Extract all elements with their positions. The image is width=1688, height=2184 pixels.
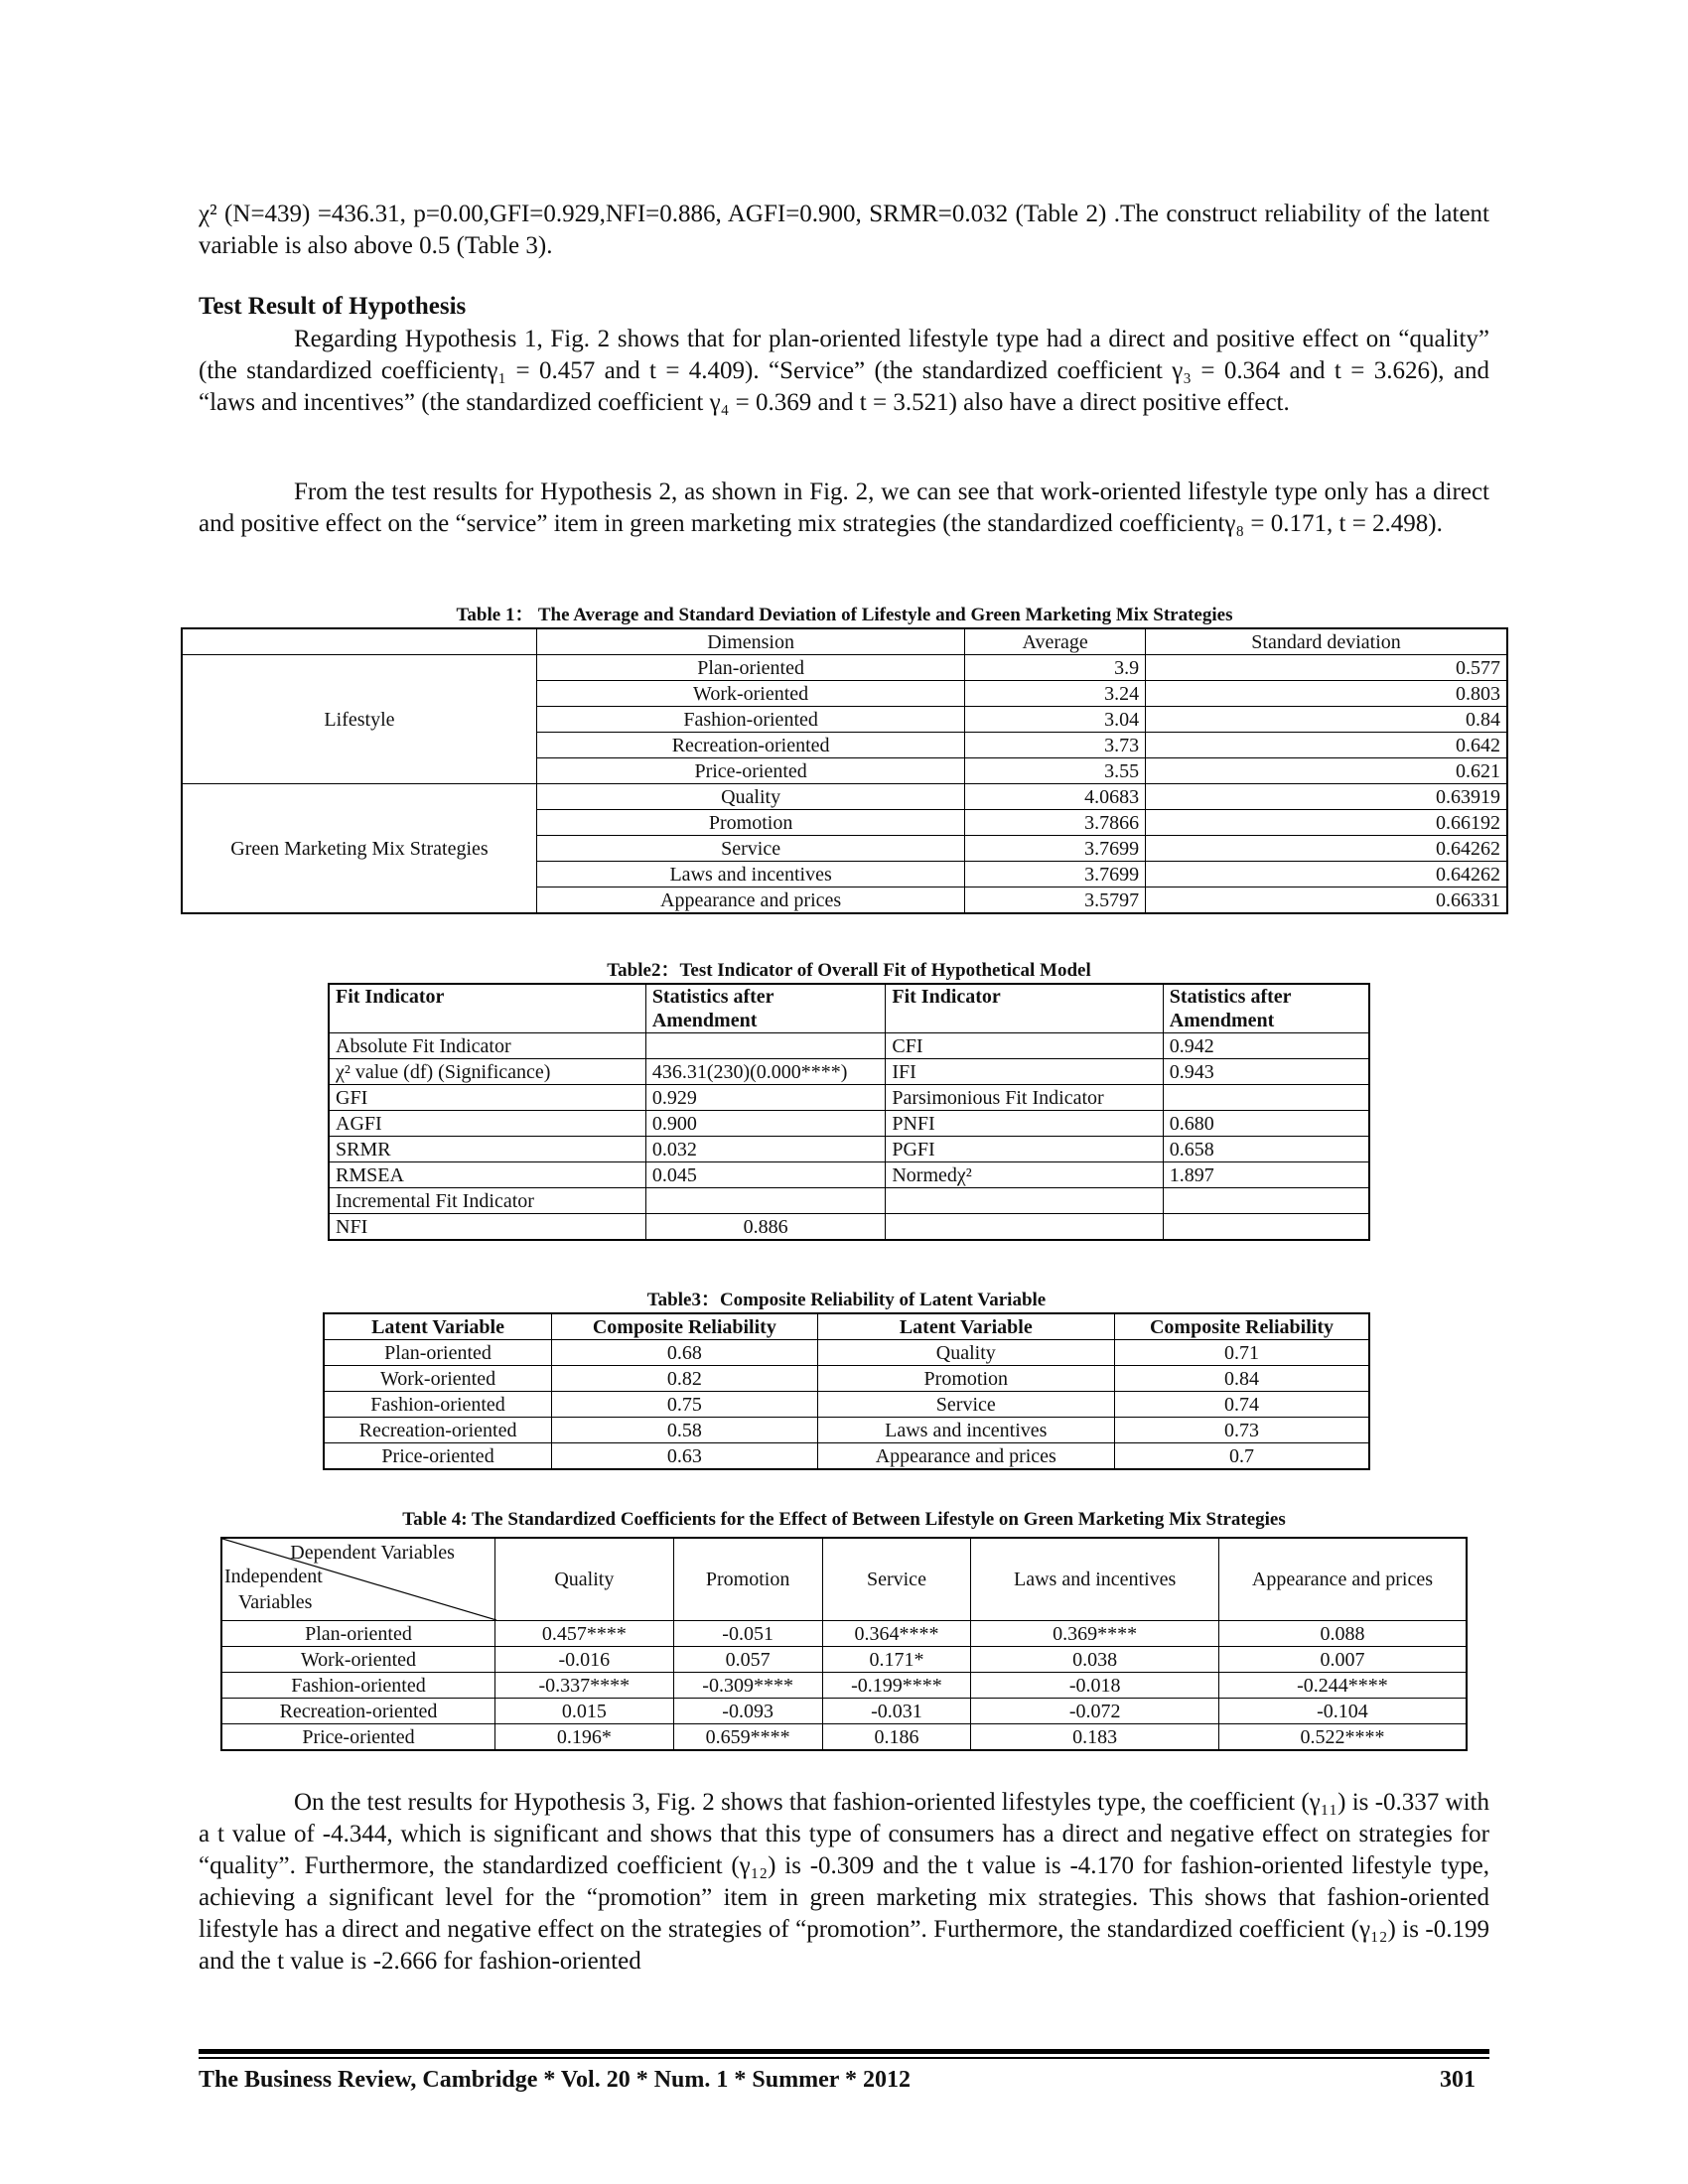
table-cell: -0.199**** xyxy=(822,1673,971,1699)
table-cell: 0.183 xyxy=(971,1724,1219,1751)
table-cell: 436.31(230)(0.000****) xyxy=(645,1059,886,1085)
table-cell: 0.171* xyxy=(822,1647,971,1673)
table3-caption: Table3：Composite Reliability of Latent Variable xyxy=(646,1290,1047,1310)
table-row xyxy=(324,1418,1369,1443)
table-1 xyxy=(181,627,1508,914)
table-row: Work-oriented 3.24 0.803 xyxy=(182,681,1507,707)
table-cell: Promotion xyxy=(817,1366,1114,1392)
table-row: Service 3.7699 0.64262 xyxy=(182,836,1507,862)
table-cell: SRMR xyxy=(329,1137,645,1162)
table-row: Green Marketing Mix Strategies Quality 4.0683 0.63919 xyxy=(182,784,1507,810)
table-cell: 0.74 xyxy=(1114,1392,1369,1418)
table-cell: 0.68 xyxy=(552,1340,817,1366)
table2-caption: Table2：Test Indicator of Overall Fit of Hypothetical Model xyxy=(607,960,1091,981)
table-row xyxy=(324,1340,1369,1366)
table-cell: -0.018 xyxy=(971,1673,1219,1699)
footer xyxy=(199,2067,1489,2094)
table-header: Statistics after Amendment xyxy=(1163,984,1369,1033)
table-cell: CFI xyxy=(886,1033,1163,1059)
table-2 xyxy=(328,983,1370,1241)
table-cell: Parsimonious Fit Indicator xyxy=(886,1085,1163,1111)
table-cell: Service xyxy=(817,1392,1114,1418)
footer-rule-thick xyxy=(199,2049,1489,2054)
table-row: Fashion-oriented 3.04 0.84 xyxy=(182,707,1507,733)
table-row xyxy=(329,1085,1369,1111)
table-cell: Normedχ² xyxy=(886,1162,1163,1188)
table-cell: 0.680 xyxy=(1163,1111,1369,1137)
table-header: Laws and incentives xyxy=(971,1538,1219,1621)
table-cell: 0.900 xyxy=(645,1111,886,1137)
table-header: Fit Indicator xyxy=(886,984,1163,1033)
page-number: 301 xyxy=(1440,2067,1476,2093)
group-label: Lifestyle xyxy=(182,655,536,784)
table-cell xyxy=(645,1188,886,1214)
table-header: Latent Variable xyxy=(324,1313,552,1340)
table-row: Recreation-oriented 3.73 0.642 xyxy=(182,733,1507,758)
table-cell: 0.943 xyxy=(1163,1059,1369,1085)
table-cell: 0.032 xyxy=(645,1137,886,1162)
table-cell: 0.196* xyxy=(494,1724,673,1751)
table-header: Composite Reliability xyxy=(552,1313,817,1340)
table-row: Price-oriented 3.55 0.621 xyxy=(182,758,1507,784)
table4-caption: Table 4: The Standardized Coefficients for the Effect of Between Lifestyle on Green Marketing Mix Strategies xyxy=(402,1509,1286,1530)
table-cell xyxy=(1163,1085,1369,1111)
table-cell: IFI xyxy=(886,1059,1163,1085)
table-cell: 0.522**** xyxy=(1218,1724,1467,1751)
table-header: Standard deviation xyxy=(1146,628,1507,655)
table-cell xyxy=(645,1033,886,1059)
table-cell: 0.82 xyxy=(552,1366,817,1392)
table-cell: 0.63 xyxy=(552,1443,817,1470)
table-4 xyxy=(220,1537,1468,1751)
paragraph-hypothesis-2: From the test results for Hypothesis 2, as shown in Fig. 2, we can see that work-oriented lifestyle type only has a direct and positive effect on the “service” item in green marketing mix strategies (the standardized coefficientγ₈ = 0.171, t = 2.498). xyxy=(199,478,1489,537)
group-label: Green Marketing Mix Strategies xyxy=(182,784,536,914)
table-corner-cell xyxy=(221,1538,494,1621)
table-cell: Appearance and prices xyxy=(817,1443,1114,1470)
table-cell: Quality xyxy=(817,1340,1114,1366)
table-cell: 0.057 xyxy=(673,1647,822,1673)
table-cell: -0.093 xyxy=(673,1699,822,1724)
table-cell: AGFI xyxy=(329,1111,645,1137)
table-cell: -0.072 xyxy=(971,1699,1219,1724)
corner-label-variables: Variables xyxy=(238,1591,313,1613)
table-row: Laws and incentives 3.7699 0.64262 xyxy=(182,862,1507,887)
table-cell: 0.886 xyxy=(645,1214,886,1241)
table-cell: Plan-oriented xyxy=(324,1340,552,1366)
table-cell: RMSEA xyxy=(329,1162,645,1188)
table-cell: 0.7 xyxy=(1114,1443,1369,1470)
table-cell: 0.038 xyxy=(971,1647,1219,1673)
corner-label-dependent: Dependent Variables xyxy=(290,1542,455,1564)
journal-name: The Business Review, Cambridge * Vol. 20 * Num. 1 * Summer * 2012 xyxy=(199,2067,911,2093)
table-cell: -0.051 xyxy=(673,1621,822,1647)
table-3 xyxy=(323,1312,1370,1470)
table-cell: 0.658 xyxy=(1163,1137,1369,1162)
table-row xyxy=(221,1647,1467,1673)
table-cell: Work-oriented xyxy=(324,1366,552,1392)
table-cell: 0.929 xyxy=(645,1085,886,1111)
table-header: Appearance and prices xyxy=(1218,1538,1467,1621)
table-row xyxy=(329,1111,1369,1137)
table-row xyxy=(221,1699,1467,1724)
table-cell xyxy=(1163,1188,1369,1214)
table-cell xyxy=(1163,1214,1369,1241)
table-row xyxy=(324,1366,1369,1392)
table-cell: 0.186 xyxy=(822,1724,971,1751)
table-row xyxy=(329,1188,1369,1214)
table-cell: Recreation-oriented xyxy=(324,1418,552,1443)
table-row xyxy=(329,984,1369,1033)
table-cell: 0.71 xyxy=(1114,1340,1369,1366)
table-row xyxy=(324,1392,1369,1418)
footer-rule-thin xyxy=(199,2057,1489,2059)
table-cell: 0.369**** xyxy=(971,1621,1219,1647)
paragraph-fit-summary: χ² (N=439) =436.31, p=0.00,GFI=0.929,NFI=0.886, AGFI=0.900, SRMR=0.032 (Table 2) .The construct reliability of the latent variable is also above 0.5 (Table 3). xyxy=(199,201,1489,259)
table-cell: PGFI xyxy=(886,1137,1163,1162)
table-row xyxy=(221,1673,1467,1699)
table-row: Appearance and prices 3.5797 0.66331 xyxy=(182,887,1507,914)
paragraph-hypothesis-1: Regarding Hypothesis 1, Fig. 2 shows that for plan-oriented lifestyle type had a direct and positive effect on “quality” (the standardized coefficientγ₁ = 0.457 and t = 4.409). “Service” (the standardized coefficient γ₃ = 0.364 and t = 3.626), and “laws and incentives” (the standardized coefficient γ₄ = 0.369 and t = 3.521) also have a direct positive effect. xyxy=(199,326,1489,416)
table-cell: 0.659**** xyxy=(673,1724,822,1751)
table-cell: Fashion-oriented xyxy=(324,1392,552,1418)
table-cell: 0.942 xyxy=(1163,1033,1369,1059)
table-cell xyxy=(886,1188,1163,1214)
table1-caption: Table 1： The Average and Standard Deviation of Lifestyle and Green Marketing Mix Strategies xyxy=(456,605,1233,625)
table-cell: Laws and incentives xyxy=(817,1418,1114,1443)
table-cell: -0.309**** xyxy=(673,1673,822,1699)
table-row xyxy=(324,1443,1369,1470)
table-cell: Work-oriented xyxy=(221,1647,494,1673)
table-cell: Recreation-oriented xyxy=(221,1699,494,1724)
table-cell: χ² value (df) (Significance) xyxy=(329,1059,645,1085)
section-heading: Test Result of Hypothesis xyxy=(199,293,467,320)
table-cell: 1.897 xyxy=(1163,1162,1369,1188)
table-header: Latent Variable xyxy=(817,1313,1114,1340)
table-header: Average xyxy=(965,628,1146,655)
table-header: Promotion xyxy=(673,1538,822,1621)
table-cell: 0.84 xyxy=(1114,1366,1369,1392)
table-header: Fit Indicator xyxy=(329,984,645,1033)
table-row xyxy=(329,1137,1369,1162)
table-cell: NFI xyxy=(329,1214,645,1241)
table-cell: 0.457**** xyxy=(494,1621,673,1647)
table-cell: Plan-oriented xyxy=(221,1621,494,1647)
table-cell: 0.045 xyxy=(645,1162,886,1188)
table-cell: GFI xyxy=(329,1085,645,1111)
table-row xyxy=(329,1214,1369,1241)
table-row xyxy=(221,1724,1467,1751)
table-cell: 0.015 xyxy=(494,1699,673,1724)
table-header: Dimension xyxy=(536,628,964,655)
table-cell: Absolute Fit Indicator xyxy=(329,1033,645,1059)
table-header: Service xyxy=(822,1538,971,1621)
table-row xyxy=(221,1621,1467,1647)
table-cell: 0.364**** xyxy=(822,1621,971,1647)
table-row: Promotion 3.7866 0.66192 xyxy=(182,810,1507,836)
table-cell: 0.58 xyxy=(552,1418,817,1443)
table-cell: Incremental Fit Indicator xyxy=(329,1188,645,1214)
table-row xyxy=(182,628,1507,655)
table-row xyxy=(329,1162,1369,1188)
table-cell: -0.016 xyxy=(494,1647,673,1673)
table-cell: PNFI xyxy=(886,1111,1163,1137)
table-header: Statistics after Amendment xyxy=(645,984,886,1033)
table-cell: 0.007 xyxy=(1218,1647,1467,1673)
table-cell: Price-oriented xyxy=(221,1724,494,1751)
table-cell: -0.337**** xyxy=(494,1673,673,1699)
table-header: Quality xyxy=(494,1538,673,1621)
table-cell: -0.031 xyxy=(822,1699,971,1724)
corner-label-independent: Independent xyxy=(224,1566,323,1587)
table-header: Composite Reliability xyxy=(1114,1313,1369,1340)
table-cell: 0.73 xyxy=(1114,1418,1369,1443)
paragraph-hypothesis-3: On the test results for Hypothesis 3, Fig. 2 shows that fashion-oriented lifestyles type, the coefficient (γ₁₁) is -0.337 with a t value of -4.344, which is significant and shows that this type of consumers has a direct and negative effect on strategies for “quality”. Furthermore, the standardized coefficient (γ₁₂) is -0.309 and the t value is -4.170 for fashion-oriented lifestyle type, achieving a significant level for the “promotion” item in green marketing mix strategies. This shows that fashion-oriented lifestyle has a direct and negative effect on the strategies of “promotion”. Furthermore, the standardized coefficient (γ₁₂) is -0.199 and the t value is -2.666 for fashion-oriented xyxy=(199,1789,1489,1975)
table-cell: -0.244**** xyxy=(1218,1673,1467,1699)
table-cell xyxy=(886,1214,1163,1241)
table-row xyxy=(329,1059,1369,1085)
table-row xyxy=(329,1033,1369,1059)
table-row: Lifestyle Plan-oriented 3.9 0.577 xyxy=(182,655,1507,681)
table-cell: Price-oriented xyxy=(324,1443,552,1470)
table-cell: 0.088 xyxy=(1218,1621,1467,1647)
table-row xyxy=(221,1538,1467,1621)
table-row xyxy=(324,1313,1369,1340)
table-cell: 0.75 xyxy=(552,1392,817,1418)
table-cell: Fashion-oriented xyxy=(221,1673,494,1699)
table-cell: -0.104 xyxy=(1218,1699,1467,1724)
